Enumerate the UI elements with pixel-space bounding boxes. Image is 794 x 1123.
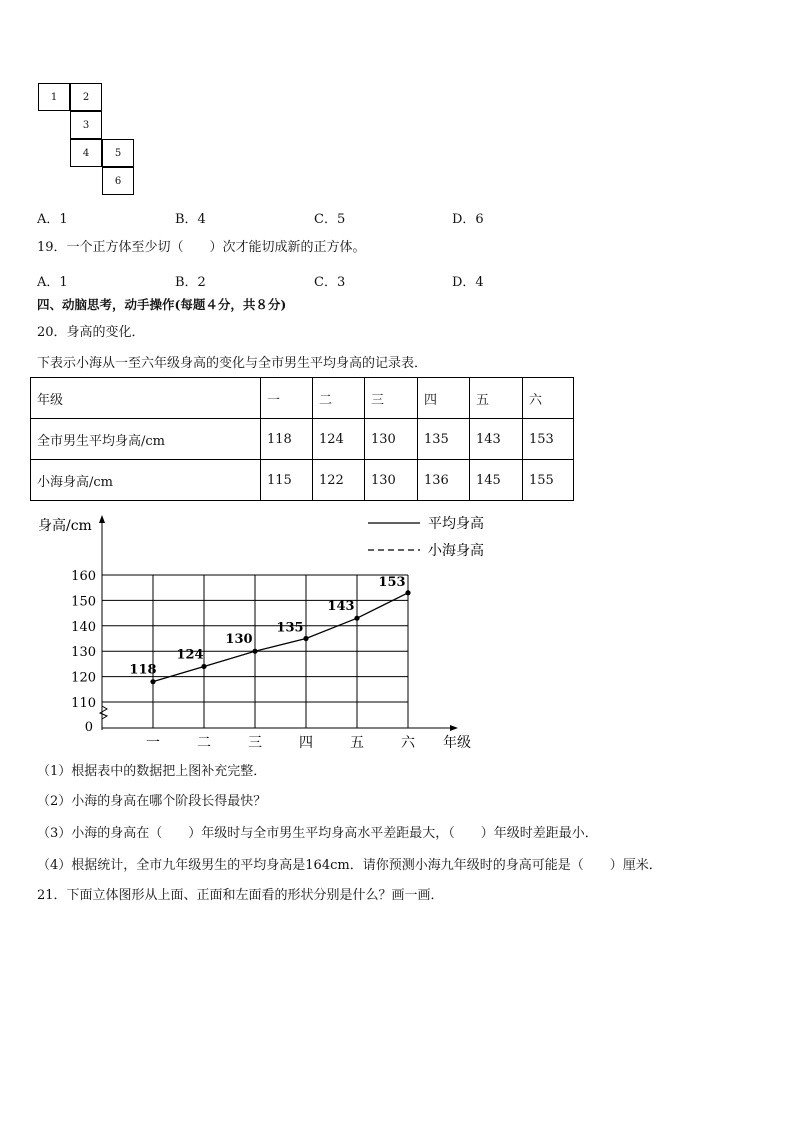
- net-cell: 2: [70, 83, 102, 111]
- q20-sub-3: （3）小海的身高在（ ）年级时与全市男生平均身高水平差距最大，（ ）年级时差距最小．: [37, 826, 598, 841]
- chart-legend: [368, 515, 484, 559]
- net-cell: 1: [38, 83, 70, 111]
- q20-intro: 下表示小海从一至六年级身高的变化与全市男生平均身高的记录表．: [37, 356, 428, 371]
- data-point: [405, 590, 410, 595]
- net-cell: 5: [102, 139, 134, 167]
- table-cell: 全市男生平均身高/cm: [31, 419, 261, 460]
- table-header-cell: 四: [418, 378, 470, 419]
- q20-sub-1: （1）根据表中的数据把上图补充完整．: [37, 764, 267, 779]
- table-header-cell: 三: [365, 378, 418, 419]
- option-a[interactable]: A．1: [37, 212, 68, 227]
- x-tick-label: 一: [146, 735, 160, 751]
- y-tick-label: 150: [71, 594, 96, 610]
- table-header-cell: 六: [523, 378, 574, 419]
- option-c[interactable]: C．5: [314, 212, 346, 227]
- net-cell: 6: [102, 167, 134, 195]
- option-b[interactable]: B．2: [175, 275, 206, 290]
- y-tick-label: 140: [71, 619, 96, 635]
- data-point: [252, 649, 257, 654]
- table-cell: 130: [365, 460, 418, 501]
- table-cell: 153: [523, 419, 574, 460]
- table-cell: 122: [313, 460, 365, 501]
- option-d[interactable]: D．4: [452, 275, 484, 290]
- data-point: [303, 636, 308, 641]
- table-header-cell: 五: [470, 378, 523, 419]
- x-axis-arrow: [450, 725, 458, 731]
- y-axis-title: 身高/cm: [38, 518, 92, 534]
- data-label: 153: [378, 574, 406, 590]
- option-d[interactable]: D．6: [452, 212, 484, 227]
- option-a[interactable]: A．1: [37, 275, 68, 290]
- table-row: [31, 419, 574, 460]
- option-b[interactable]: B．4: [175, 212, 206, 227]
- data-label: 130: [225, 632, 253, 648]
- data-label: 135: [276, 620, 304, 636]
- legend-label: 小海身高: [428, 543, 484, 559]
- data-label: 124: [176, 647, 204, 663]
- table-cell: 115: [261, 460, 313, 501]
- q20-title: 20．身高的变化．: [37, 325, 145, 340]
- x-tick-label: 二: [197, 735, 211, 751]
- x-tick-label: 五: [350, 735, 364, 751]
- table-cell: 124: [313, 419, 365, 460]
- table-header-cell: 年级: [31, 378, 261, 419]
- data-point: [354, 616, 359, 621]
- table-cell: 135: [418, 419, 470, 460]
- chart-series: [129, 575, 410, 684]
- series-line: [153, 593, 408, 682]
- height-line-chart: [0, 505, 560, 755]
- q20-sub-4: （4）根据统计，全市九年级男生的平均身高是164cm．请你预测小海九年级时的身高可能是（ ）厘米．: [37, 858, 662, 873]
- table-header-row: [31, 378, 574, 419]
- q20-sub-2: （2）小海的身高在哪个阶段长得最快？: [37, 794, 267, 809]
- y-tick-label: 160: [71, 569, 96, 584]
- net-cell: 4: [70, 139, 102, 167]
- table-cell: 118: [261, 419, 313, 460]
- x-tick-label: 三: [248, 735, 262, 751]
- x-axis-title: 年级: [443, 735, 471, 751]
- legend-label: 平均身高: [428, 516, 484, 532]
- table-cell: 130: [365, 419, 418, 460]
- data-point: [150, 679, 155, 684]
- axis-break: [100, 706, 107, 719]
- table-cell: 143: [470, 419, 523, 460]
- data-label: 118: [129, 662, 157, 678]
- net-cell: 3: [70, 111, 102, 139]
- x-tick-label: 四: [299, 735, 313, 751]
- y-axis-arrow: [99, 515, 105, 523]
- y-tick-label: 130: [71, 645, 96, 661]
- height-record-table: [30, 377, 574, 501]
- data-label: 143: [327, 599, 355, 615]
- table-cell: 小海身高/cm: [31, 460, 261, 501]
- q19-question: 19．一个正方体至少切（ ）次才能切成新的正方体。: [37, 240, 366, 255]
- q21-question: 21．下面立体图形从上面、正面和左面看的形状分别是什么？画一画．: [37, 888, 444, 903]
- section-title: 四、动脑思考，动手操作(每题４分，共８分): [37, 297, 287, 312]
- x-tick-label: 六: [401, 735, 415, 751]
- data-point: [201, 664, 206, 669]
- table-header-cell: 一: [261, 378, 313, 419]
- y-tick-label: 0: [84, 720, 93, 735]
- option-c[interactable]: C．3: [314, 275, 346, 290]
- table-row: [31, 460, 574, 501]
- table-header-cell: 二: [313, 378, 365, 419]
- table-cell: 136: [418, 460, 470, 501]
- y-tick-label: 110: [71, 696, 96, 711]
- y-tick-label: 120: [71, 670, 96, 686]
- table-cell: 155: [523, 460, 574, 501]
- table-cell: 145: [470, 460, 523, 501]
